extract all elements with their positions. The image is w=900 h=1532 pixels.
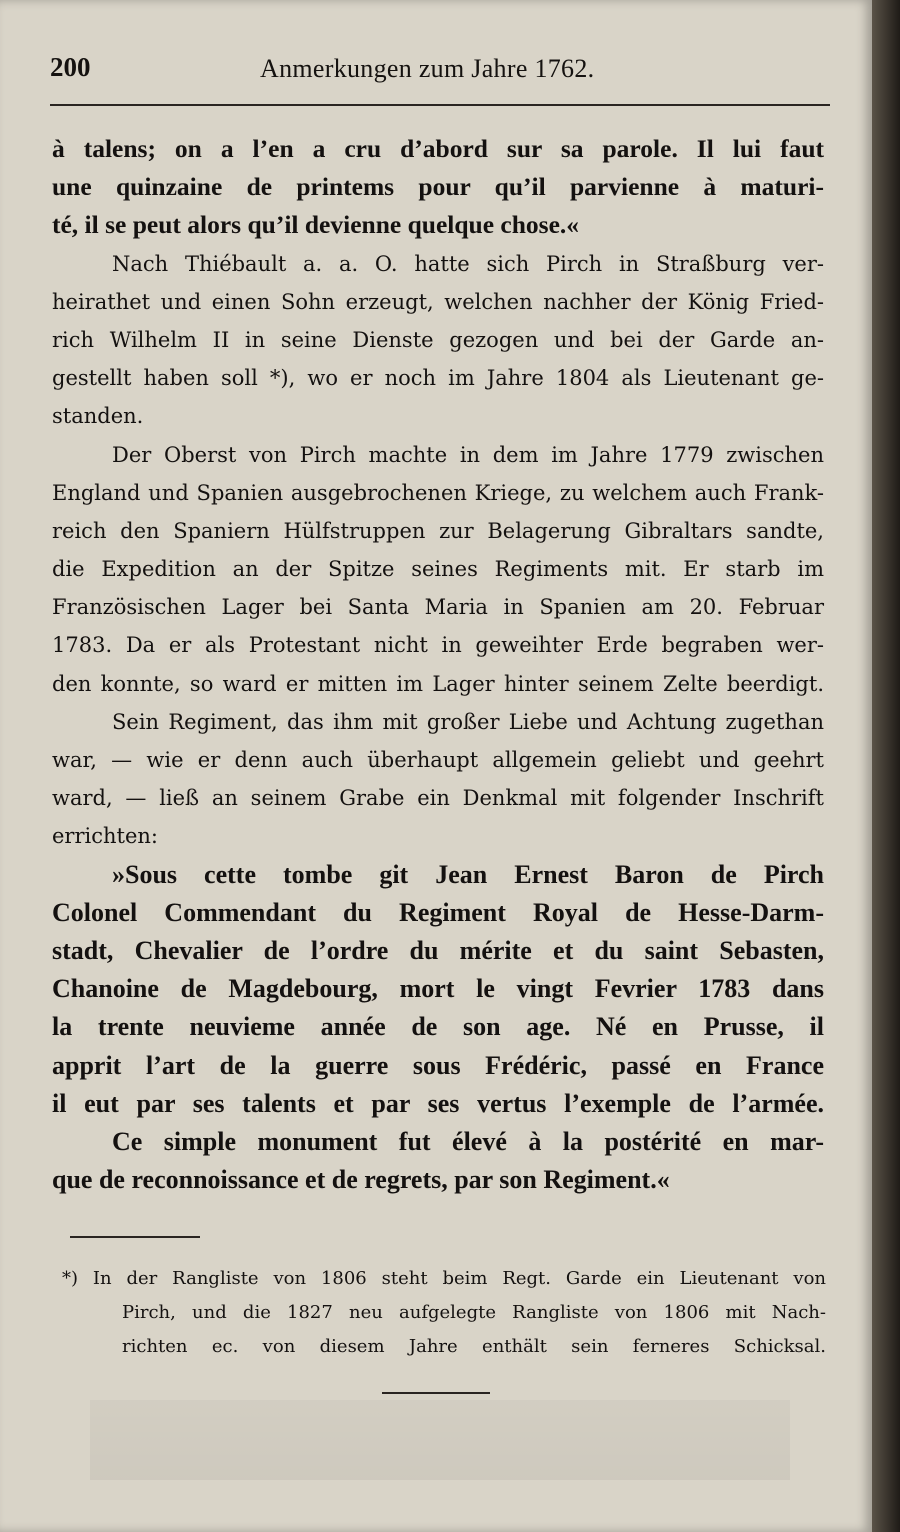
footnote — [62, 1262, 826, 1364]
inscription-line: stadt, Chevalier de l’ordre du mérite et du saint Sebasten, — [52, 935, 824, 965]
text-line: standen. — [52, 404, 144, 429]
text-line: Sein Regiment, das ihm mit großer Liebe und Achtung zugethan — [112, 709, 824, 734]
inscription-line: apprit l’art de la guerre sous Frédéric, passé en France — [52, 1050, 824, 1080]
running-title: Anmerkungen zum Jahre 1762. — [260, 54, 595, 83]
text-line: reich den Spaniern Hülfstruppen zur Belagerung Gibraltars sandte, — [52, 518, 824, 543]
inscription-line: il eut par ses talents et par ses vertus l’exemple de l’armée. — [52, 1088, 824, 1118]
page-header — [50, 52, 830, 92]
inscription-line: que de reconnoissance et de regrets, par son Regiment.« — [52, 1165, 670, 1195]
end-rule — [382, 1392, 490, 1394]
text-line: une quinzaine de printems pour qu’il parvienne à maturi- — [52, 172, 824, 202]
page-number: 200 — [50, 52, 91, 82]
bleed-through-shade — [90, 1400, 790, 1480]
inscription-line: la trente neuvieme année de son age. Né en Prusse, il — [52, 1012, 824, 1042]
text-line: té, il se peut alors qu’il devienne quelque chose.« — [52, 210, 580, 240]
text-line: war, — wie er denn auch überhaupt allgemein geliebt und geehrt — [52, 748, 824, 772]
text-line: gestellt haben soll *), wo er noch im Jahre 1804 als Lieutenant ge- — [52, 366, 824, 391]
text-line: à talens; on a l’en a cru d’abord sur sa parole. Il lui faut — [52, 134, 824, 163]
text-line: Nach Thiébault a. a. O. hatte sich Pirch in Straßburg ver- — [112, 251, 824, 276]
text-line: 1783. Da er als Protestant nicht in geweihter Erde begraben wer- — [52, 633, 824, 658]
inscription-line: Colonel Commendant du Regiment Royal de Hesse-Darm- — [52, 897, 824, 927]
text-line: rich Wilhelm II in seine Dienste gezogen und bei der Garde an- — [52, 327, 824, 352]
page-edge-shadow — [872, 0, 900, 1532]
footnote-line: Pirch, und die 1827 neu aufgelegte Rangliste von 1806 mit Nach- — [122, 1302, 826, 1323]
text-line: Der Oberst von Pirch machte in dem im Jahre 1779 zwischen — [112, 442, 824, 467]
inscription-line: Chanoine de Magdebourg, mort le vingt Fevrier 1783 dans — [52, 974, 824, 1004]
inscription-line: »Sous cette tombe git Jean Ernest Baron de Pirch — [112, 859, 824, 889]
text-line: England und Spanien ausgebrochenen Kriege, zu welchem auch Frank- — [52, 480, 824, 505]
text-line: den konnte, so ward er mitten im Lager hinter seinem Zelte beerdigt. — [52, 671, 824, 696]
text-line: die Expedition an der Spitze seines Regiments mit. Er starb im — [52, 557, 824, 582]
text-line: heirathet und einen Sohn erzeugt, welchen nachher der König Fried- — [52, 289, 824, 314]
text-line: Französischen Lager bei Santa Maria in Spanien am 20. Februar — [52, 595, 824, 620]
text-line: ward, — ließ an seinem Grabe ein Denkmal mit folgender Inschrift — [52, 786, 824, 811]
footnote-line: *) In der Rangliste von 1806 steht beim Regt. Garde ein Lieutenant von — [62, 1268, 826, 1289]
footnote-rule — [70, 1236, 200, 1238]
text-line: errichten: — [52, 824, 158, 849]
main-text — [52, 130, 824, 1199]
footnote-line: richten ec. von diesem Jahre enthält sein ferneres Schicksal. — [122, 1336, 826, 1357]
header-rule — [50, 104, 830, 106]
inscription-line: Ce simple monument fut élevé à la postérité en mar- — [112, 1126, 824, 1156]
